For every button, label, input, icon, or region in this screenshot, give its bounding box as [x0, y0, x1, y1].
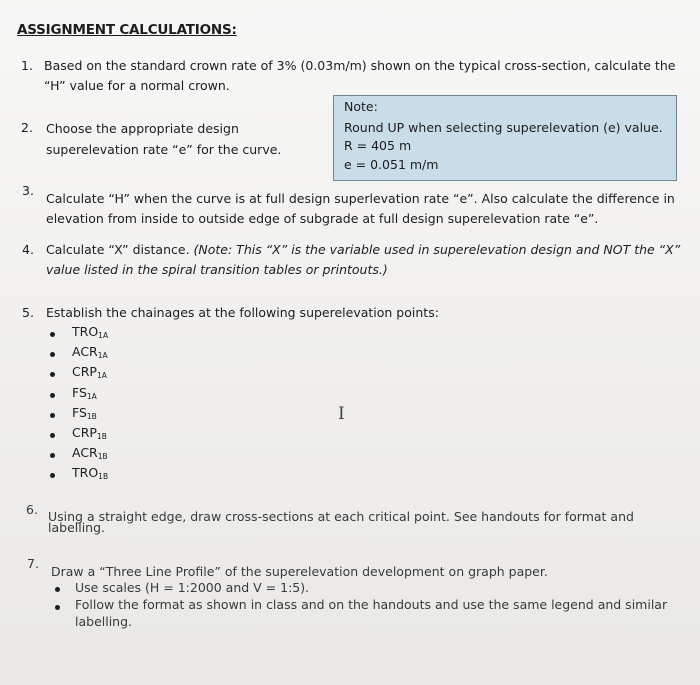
point-acr-1a: [72, 344, 108, 360]
point-fs-1a: [72, 385, 97, 401]
point-sub: 1B: [97, 452, 108, 461]
bullet-dot: [50, 413, 55, 418]
text-cursor-icon: I: [338, 404, 345, 424]
bullet-dot: [50, 433, 55, 438]
item-6-line-2: labelling.: [48, 520, 106, 535]
item-6-number: 6.: [26, 502, 38, 517]
note-e-value: e = 0.051 m/m: [344, 157, 439, 172]
item-1-number: 1.: [21, 58, 33, 73]
point-crp-1b: [72, 425, 107, 441]
bullet-dot: [50, 473, 55, 478]
bullet-dot: [55, 605, 60, 610]
bullet-dot: [50, 332, 55, 337]
item-7-bullet-2-line-1: Follow the format as shown in class and on the handouts and use the same legend and similar: [75, 597, 668, 612]
page-title: ASSIGNMENT CALCULATIONS:: [17, 22, 237, 38]
item-3-line-1: Calculate “H” when the curve is at full design superlevation rate “e”. Also calculate the difference in: [46, 191, 675, 206]
item-7-number: 7.: [27, 556, 39, 571]
point-acr-1b: [72, 445, 108, 461]
item-7-bullet-1: Use scales (H = 1:2000 and V = 1:5).: [75, 580, 310, 595]
note-box: [333, 95, 677, 181]
point-crp-1a: [72, 364, 107, 380]
point-fs-1b: [72, 405, 97, 421]
item-6-line-1: Using a straight edge, draw cross-sections at each critical point. See handouts for format and: [48, 509, 634, 524]
bullet-dot: [55, 587, 60, 592]
point-tro-1b: [72, 465, 108, 481]
note-heading: Note:: [344, 99, 378, 114]
item-2-line-2: superelevation rate “e” for the curve.: [46, 142, 282, 157]
bullet-dot: [50, 352, 55, 357]
point-base: CRP: [72, 425, 97, 440]
item-5-number: 5.: [22, 305, 34, 320]
point-base: TRO: [72, 465, 99, 480]
point-sub: 1A: [96, 371, 107, 380]
item-2-line-1: Choose the appropriate design: [46, 121, 239, 136]
item-4-italic-1: (Note: This “X” is the variable used in superelevation design and NOT the “X”: [193, 242, 681, 257]
item-5-line-1: Establish the chainages at the following superelevation points:: [46, 305, 439, 320]
point-sub: 1A: [97, 351, 108, 360]
point-base: CRP: [72, 364, 97, 379]
point-sub: 1B: [98, 472, 109, 481]
item-1-line-2: “H” value for a normal crown.: [44, 78, 230, 93]
point-sub: 1B: [86, 412, 97, 421]
item-3-number: 3.: [22, 183, 34, 198]
point-tro-1a: [72, 324, 108, 340]
point-base: ACR: [72, 445, 98, 460]
point-base: TRO: [72, 324, 99, 339]
item-4-line-1: [46, 242, 680, 257]
item-3-line-2: elevation from inside to outside edge of subgrade at full design superelevation rate “e”.: [46, 211, 599, 226]
point-base: ACR: [72, 344, 98, 359]
point-base: FS: [72, 385, 87, 400]
item-4-prefix: Calculate “X” distance.: [46, 242, 194, 257]
note-round-up: Round UP when selecting superelevation (e) value.: [344, 120, 663, 135]
item-4-number: 4.: [22, 242, 34, 257]
point-sub: 1A: [86, 392, 97, 401]
item-7-line-1: Draw a “Three Line Profile” of the superelevation development on graph paper.: [51, 564, 548, 579]
item-4-line-2: value listed in the spiral transition tables or printouts.): [46, 262, 388, 277]
bullet-dot: [50, 393, 55, 398]
item-7-bullet-2-line-2: labelling.: [75, 614, 133, 629]
note-radius: R = 405 m: [344, 138, 412, 153]
item-2-number: 2.: [21, 120, 33, 135]
item-1-line-1: Based on the standard crown rate of 3% (0.03m/m) shown on the typical cross-section, calculate the: [44, 58, 676, 73]
point-sub: 1A: [98, 331, 109, 340]
bullet-dot: [50, 453, 55, 458]
point-base: FS: [72, 405, 87, 420]
bullet-dot: [50, 372, 55, 377]
point-sub: 1B: [96, 432, 107, 441]
